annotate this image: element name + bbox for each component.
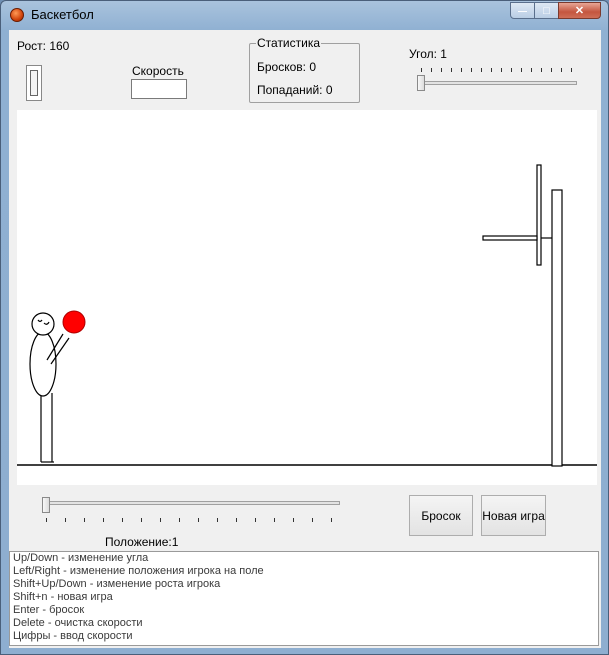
angle-label: Угол: 1 <box>409 47 447 61</box>
throw-button[interactable]: Бросок <box>409 495 473 536</box>
player-body <box>30 332 56 396</box>
title-bar[interactable] <box>1 1 608 29</box>
new-game-button[interactable]: Новая игра <box>481 495 546 536</box>
height-spinner[interactable] <box>26 65 42 101</box>
hoop-pole <box>552 190 562 466</box>
stats-groupbox <box>249 36 360 103</box>
position-slider-thumb[interactable] <box>42 497 50 513</box>
basketball <box>63 311 85 333</box>
backboard <box>537 165 541 265</box>
hoop-rim <box>483 236 537 240</box>
help-line: Left/Right - изменение положения игрока на поле <box>13 565 264 577</box>
stats-title: Статистика <box>257 36 321 50</box>
help-line: Shift+n - новая игра <box>13 591 113 603</box>
maximize-icon: □ <box>543 4 550 17</box>
minimize-button[interactable] <box>510 2 535 19</box>
close-icon: ✕ <box>574 5 585 17</box>
speed-label: Скорость <box>132 64 184 78</box>
minimize-icon: — <box>518 5 527 16</box>
position-label: Положение:1 <box>105 535 179 549</box>
maximize-button[interactable] <box>534 2 559 19</box>
player-head <box>32 313 54 335</box>
hits-count: Попаданий: 0 <box>257 83 333 97</box>
speed-input[interactable] <box>131 79 187 99</box>
court-drawing <box>17 110 597 485</box>
help-line: Delete - очистка скорости <box>13 617 143 629</box>
help-line: Enter - бросок <box>13 604 85 616</box>
player-figure <box>30 313 69 462</box>
throws-count: Бросков: 0 <box>257 60 316 74</box>
angle-slider-thumb[interactable] <box>417 75 425 91</box>
position-slider-track[interactable] <box>44 501 340 505</box>
close-button[interactable] <box>558 2 601 19</box>
basketball-icon <box>10 8 24 22</box>
help-line: Up/Down - изменение угла <box>13 552 149 564</box>
help-line: Shift+Up/Down - изменение роста игрока <box>13 578 221 590</box>
angle-slider-track[interactable] <box>419 81 577 85</box>
height-spinner-knob[interactable] <box>30 70 38 96</box>
help-line: Цифры - ввод скорости <box>13 630 133 642</box>
window-title: Баскетбол <box>31 7 94 22</box>
client-area <box>9 30 601 648</box>
court-canvas <box>17 110 597 485</box>
help-textbox[interactable] <box>9 551 599 646</box>
height-label: Рост: 160 <box>17 39 70 53</box>
